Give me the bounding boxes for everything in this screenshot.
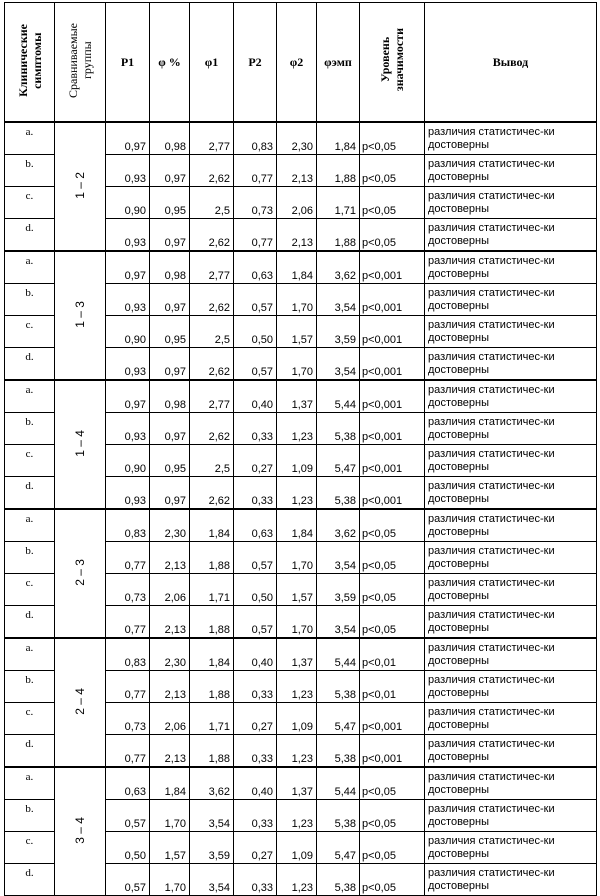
significance-cell: p<0,05 xyxy=(360,219,425,252)
significance-cell: p<0,05 xyxy=(360,187,425,219)
value-phi-pct: 0,97 xyxy=(150,413,190,445)
value-phi1: 3,54 xyxy=(190,800,234,832)
significance-cell: p<0,05 xyxy=(360,155,425,187)
value-phi2: 1,23 xyxy=(277,413,317,445)
value-p2: 0,33 xyxy=(234,800,277,832)
significance-cell: p<0,05 xyxy=(360,606,425,639)
value-phi1: 2,62 xyxy=(190,413,234,445)
value-p1: 0,93 xyxy=(106,219,150,252)
symptom-cell: a. xyxy=(5,251,55,284)
header-symptoms: Клинические симптомы xyxy=(5,3,55,123)
value-phi-pct: 2,06 xyxy=(150,574,190,606)
value-phi-pct: 0,98 xyxy=(150,380,190,413)
symptom-cell: b. xyxy=(5,671,55,703)
header-conclusion: Вывод xyxy=(425,3,597,123)
value-phi-pct: 0,97 xyxy=(150,477,190,510)
value-p2: 0,63 xyxy=(234,251,277,284)
value-phi-emp: 5,44 xyxy=(317,638,360,671)
value-phi2: 1,70 xyxy=(277,284,317,316)
value-p1: 0,97 xyxy=(106,380,150,413)
value-phi1: 2,77 xyxy=(190,251,234,284)
value-phi-emp: 5,47 xyxy=(317,832,360,864)
value-phi-emp: 3,54 xyxy=(317,606,360,639)
value-p2: 0,83 xyxy=(234,122,277,155)
symptom-cell: d. xyxy=(5,348,55,381)
value-phi-pct: 2,13 xyxy=(150,735,190,768)
value-phi1: 1,71 xyxy=(190,703,234,735)
value-p1: 0,73 xyxy=(106,574,150,606)
conclusion-cell: различия статистичес-ки достоверны xyxy=(425,251,597,284)
value-phi-emp: 5,44 xyxy=(317,767,360,800)
symptom-cell: c. xyxy=(5,832,55,864)
significance-cell: p<0,05 xyxy=(360,574,425,606)
table-row xyxy=(5,380,597,413)
value-phi2: 1,23 xyxy=(277,671,317,703)
header-phi2: φ2 xyxy=(277,3,317,123)
value-p2: 0,27 xyxy=(234,832,277,864)
value-phi1: 2,62 xyxy=(190,155,234,187)
value-phi-emp: 3,59 xyxy=(317,574,360,606)
value-p1: 0,63 xyxy=(106,767,150,800)
value-p2: 0,50 xyxy=(234,316,277,348)
value-phi1: 1,88 xyxy=(190,542,234,574)
header-p1: P1 xyxy=(106,3,150,123)
group-label: 1 – 3 xyxy=(73,300,87,328)
conclusion-cell: различия статистичес-ки достоверны xyxy=(425,671,597,703)
symptom-cell: a. xyxy=(5,380,55,413)
value-p1: 0,50 xyxy=(106,832,150,864)
value-phi-pct: 2,06 xyxy=(150,703,190,735)
symptom-cell: b. xyxy=(5,800,55,832)
value-p1: 0,90 xyxy=(106,445,150,477)
value-p1: 0,97 xyxy=(106,122,150,155)
symptom-cell: d. xyxy=(5,606,55,639)
header-phi1: φ1 xyxy=(190,3,234,123)
conclusion-cell: различия статистичес-ки достоверны xyxy=(425,703,597,735)
value-phi-emp: 1,71 xyxy=(317,187,360,219)
value-p2: 0,40 xyxy=(234,638,277,671)
value-p2: 0,77 xyxy=(234,155,277,187)
value-phi-pct: 0,97 xyxy=(150,155,190,187)
value-phi-pct: 1,57 xyxy=(150,832,190,864)
table-row xyxy=(5,767,597,800)
header-significance: Уровень значимости xyxy=(360,3,425,123)
conclusion-cell: различия статистичес-ки достоверны xyxy=(425,284,597,316)
significance-cell: p<0,01 xyxy=(360,671,425,703)
significance-cell: p<0,05 xyxy=(360,767,425,800)
symptom-cell: a. xyxy=(5,638,55,671)
significance-cell: p<0,05 xyxy=(360,509,425,542)
conclusion-cell: различия статистичес-ки достоверны xyxy=(425,735,597,768)
value-phi1: 3,62 xyxy=(190,767,234,800)
value-phi-pct: 1,84 xyxy=(150,767,190,800)
symptom-cell: a. xyxy=(5,122,55,155)
value-phi2: 1,09 xyxy=(277,445,317,477)
header-groups: Сравниваемые группы xyxy=(55,3,106,123)
value-phi2: 1,37 xyxy=(277,380,317,413)
conclusion-cell: различия статистичес-ки достоверны xyxy=(425,767,597,800)
value-phi-pct: 2,13 xyxy=(150,606,190,639)
conclusion-cell: различия статистичес-ки достоверны xyxy=(425,122,597,155)
value-phi-emp: 5,38 xyxy=(317,864,360,896)
group-label: 2 – 3 xyxy=(73,558,87,586)
value-phi1: 1,88 xyxy=(190,735,234,768)
conclusion-cell: различия статистичес-ки достоверны xyxy=(425,445,597,477)
value-phi-emp: 3,62 xyxy=(317,509,360,542)
conclusion-cell: различия статистичес-ки достоверны xyxy=(425,477,597,510)
value-phi-emp: 3,62 xyxy=(317,251,360,284)
value-phi-emp: 5,38 xyxy=(317,800,360,832)
value-p1: 0,77 xyxy=(106,671,150,703)
value-phi-emp: 1,88 xyxy=(317,219,360,252)
value-p2: 0,33 xyxy=(234,735,277,768)
value-phi-pct: 0,97 xyxy=(150,348,190,381)
table-row xyxy=(5,122,597,155)
value-phi2: 2,13 xyxy=(277,155,317,187)
value-phi-pct: 0,98 xyxy=(150,251,190,284)
value-phi2: 1,37 xyxy=(277,638,317,671)
value-p2: 0,57 xyxy=(234,542,277,574)
value-phi2: 1,37 xyxy=(277,767,317,800)
table-body xyxy=(5,122,597,896)
group-label: 3 – 4 xyxy=(73,816,87,844)
value-p2: 0,63 xyxy=(234,509,277,542)
table-header xyxy=(5,3,597,123)
value-phi2: 2,13 xyxy=(277,219,317,252)
value-p2: 0,57 xyxy=(234,606,277,639)
value-phi-pct: 2,30 xyxy=(150,509,190,542)
value-phi1: 2,77 xyxy=(190,122,234,155)
symptom-cell: d. xyxy=(5,219,55,252)
value-p1: 0,77 xyxy=(106,735,150,768)
header-phi-pct: φ % xyxy=(150,3,190,123)
value-phi-emp: 3,54 xyxy=(317,542,360,574)
value-p2: 0,33 xyxy=(234,864,277,896)
value-phi-pct: 2,30 xyxy=(150,638,190,671)
value-p1: 0,73 xyxy=(106,703,150,735)
table-row xyxy=(5,638,597,671)
group-cell xyxy=(55,767,106,896)
value-phi-pct: 0,95 xyxy=(150,316,190,348)
group-cell xyxy=(55,509,106,638)
table-row xyxy=(5,251,597,284)
significance-cell: p<0,001 xyxy=(360,413,425,445)
value-p1: 0,93 xyxy=(106,284,150,316)
value-phi1: 2,62 xyxy=(190,284,234,316)
symptom-cell: c. xyxy=(5,316,55,348)
value-p2: 0,50 xyxy=(234,574,277,606)
group-cell xyxy=(55,638,106,767)
significance-cell: p<0,001 xyxy=(360,477,425,510)
value-phi-emp: 3,54 xyxy=(317,348,360,381)
conclusion-cell: различия статистичес-ки достоверны xyxy=(425,542,597,574)
value-phi2: 1,57 xyxy=(277,574,317,606)
value-phi-pct: 1,70 xyxy=(150,800,190,832)
header-p2: P2 xyxy=(234,3,277,123)
value-p2: 0,33 xyxy=(234,413,277,445)
value-phi2: 1,09 xyxy=(277,703,317,735)
symptom-cell: d. xyxy=(5,477,55,510)
value-p1: 0,57 xyxy=(106,864,150,896)
symptom-cell: a. xyxy=(5,509,55,542)
value-phi2: 1,23 xyxy=(277,800,317,832)
value-phi-pct: 2,13 xyxy=(150,671,190,703)
significance-cell: p<0,001 xyxy=(360,735,425,768)
value-phi2: 1,23 xyxy=(277,477,317,510)
value-phi-pct: 0,95 xyxy=(150,187,190,219)
significance-cell: p<0,05 xyxy=(360,542,425,574)
symptom-cell: c. xyxy=(5,574,55,606)
symptom-cell: b. xyxy=(5,155,55,187)
value-phi2: 1,57 xyxy=(277,316,317,348)
conclusion-cell: различия статистичес-ки достоверны xyxy=(425,800,597,832)
value-p2: 0,33 xyxy=(234,671,277,703)
value-phi2: 2,30 xyxy=(277,122,317,155)
value-phi1: 2,5 xyxy=(190,445,234,477)
significance-cell: p<0,05 xyxy=(360,122,425,155)
group-label: 2 – 4 xyxy=(73,687,87,715)
conclusion-cell: различия статистичес-ки достоверны xyxy=(425,638,597,671)
value-phi2: 1,70 xyxy=(277,606,317,639)
value-phi-pct: 2,13 xyxy=(150,542,190,574)
value-phi-emp: 5,47 xyxy=(317,703,360,735)
value-phi-emp: 1,84 xyxy=(317,122,360,155)
table-row xyxy=(5,509,597,542)
value-p1: 0,77 xyxy=(106,542,150,574)
value-p2: 0,40 xyxy=(234,767,277,800)
value-phi2: 1,70 xyxy=(277,348,317,381)
group-label: 1 – 2 xyxy=(73,171,87,199)
value-phi1: 2,77 xyxy=(190,380,234,413)
symptom-cell: b. xyxy=(5,413,55,445)
value-p2: 0,57 xyxy=(234,284,277,316)
significance-cell: p<0,05 xyxy=(360,832,425,864)
header-phi-emp: φэмп xyxy=(317,3,360,123)
value-phi-emp: 5,47 xyxy=(317,445,360,477)
significance-cell: p<0,001 xyxy=(360,316,425,348)
value-p1: 0,93 xyxy=(106,477,150,510)
value-p2: 0,57 xyxy=(234,348,277,381)
value-phi-emp: 1,88 xyxy=(317,155,360,187)
value-phi1: 3,59 xyxy=(190,832,234,864)
significance-cell: p<0,05 xyxy=(360,800,425,832)
value-phi1: 1,84 xyxy=(190,509,234,542)
value-phi1: 2,62 xyxy=(190,348,234,381)
value-phi-pct: 0,97 xyxy=(150,219,190,252)
value-p1: 0,83 xyxy=(106,509,150,542)
value-phi1: 1,88 xyxy=(190,606,234,639)
conclusion-cell: различия статистичес-ки достоверны xyxy=(425,187,597,219)
conclusion-cell: различия статистичес-ки достоверны xyxy=(425,413,597,445)
value-p2: 0,27 xyxy=(234,445,277,477)
value-phi2: 1,70 xyxy=(277,542,317,574)
conclusion-cell: различия статистичес-ки достоверны xyxy=(425,832,597,864)
value-p2: 0,27 xyxy=(234,703,277,735)
value-phi2: 1,23 xyxy=(277,864,317,896)
value-p1: 0,90 xyxy=(106,316,150,348)
group-cell xyxy=(55,122,106,251)
group-cell xyxy=(55,251,106,380)
value-p1: 0,57 xyxy=(106,800,150,832)
value-phi1: 1,84 xyxy=(190,638,234,671)
value-p2: 0,77 xyxy=(234,219,277,252)
significance-cell: p<0,001 xyxy=(360,445,425,477)
symptom-cell: d. xyxy=(5,735,55,768)
value-phi-emp: 3,59 xyxy=(317,316,360,348)
value-p1: 0,90 xyxy=(106,187,150,219)
conclusion-cell: различия статистичес-ки достоверны xyxy=(425,219,597,252)
conclusion-cell: различия статистичес-ки достоверны xyxy=(425,574,597,606)
value-phi-emp: 5,38 xyxy=(317,671,360,703)
value-phi2: 1,09 xyxy=(277,832,317,864)
symptom-cell: b. xyxy=(5,284,55,316)
group-label: 1 – 4 xyxy=(73,429,87,457)
significance-cell: p<0,001 xyxy=(360,284,425,316)
conclusion-cell: различия статистичес-ки достоверны xyxy=(425,155,597,187)
conclusion-cell: различия статистичес-ки достоверны xyxy=(425,380,597,413)
value-phi2: 1,84 xyxy=(277,251,317,284)
value-p1: 0,93 xyxy=(106,413,150,445)
significance-cell: p<0,01 xyxy=(360,638,425,671)
value-phi2: 1,23 xyxy=(277,735,317,768)
conclusion-cell: различия статистичес-ки достоверны xyxy=(425,864,597,896)
value-phi1: 2,5 xyxy=(190,187,234,219)
conclusion-cell: различия статистичес-ки достоверны xyxy=(425,509,597,542)
symptom-cell: b. xyxy=(5,542,55,574)
value-phi-pct: 0,97 xyxy=(150,284,190,316)
value-phi1: 2,62 xyxy=(190,219,234,252)
value-p1: 0,93 xyxy=(106,155,150,187)
significance-cell: p<0,001 xyxy=(360,251,425,284)
significance-cell: p<0,001 xyxy=(360,380,425,413)
value-phi1: 2,62 xyxy=(190,477,234,510)
value-phi1: 2,5 xyxy=(190,316,234,348)
value-phi1: 1,88 xyxy=(190,671,234,703)
value-phi-emp: 5,38 xyxy=(317,735,360,768)
value-phi-emp: 5,44 xyxy=(317,380,360,413)
value-phi-pct: 1,70 xyxy=(150,864,190,896)
significance-cell: p<0,05 xyxy=(360,864,425,896)
value-p2: 0,40 xyxy=(234,380,277,413)
conclusion-cell: различия статистичес-ки достоверны xyxy=(425,316,597,348)
symptom-cell: d. xyxy=(5,864,55,896)
significance-cell: p<0,001 xyxy=(360,348,425,381)
value-phi1: 3,54 xyxy=(190,864,234,896)
conclusion-cell: различия статистичес-ки достоверны xyxy=(425,606,597,639)
value-p1: 0,93 xyxy=(106,348,150,381)
value-phi-emp: 3,54 xyxy=(317,284,360,316)
value-phi-emp: 5,38 xyxy=(317,477,360,510)
value-phi-pct: 0,95 xyxy=(150,445,190,477)
value-p1: 0,97 xyxy=(106,251,150,284)
symptom-cell: a. xyxy=(5,767,55,800)
significance-cell: p<0,001 xyxy=(360,703,425,735)
value-phi1: 1,71 xyxy=(190,574,234,606)
value-phi-pct: 0,98 xyxy=(150,122,190,155)
symptom-cell: c. xyxy=(5,187,55,219)
comparison-table xyxy=(4,2,597,896)
symptom-cell: c. xyxy=(5,703,55,735)
value-phi-emp: 5,38 xyxy=(317,413,360,445)
value-phi2: 2,06 xyxy=(277,187,317,219)
value-p1: 0,77 xyxy=(106,606,150,639)
symptom-cell: c. xyxy=(5,445,55,477)
value-phi2: 1,84 xyxy=(277,509,317,542)
group-cell xyxy=(55,380,106,509)
value-p2: 0,73 xyxy=(234,187,277,219)
conclusion-cell: различия статистичес-ки достоверны xyxy=(425,348,597,381)
value-p1: 0,83 xyxy=(106,638,150,671)
value-p2: 0,33 xyxy=(234,477,277,510)
